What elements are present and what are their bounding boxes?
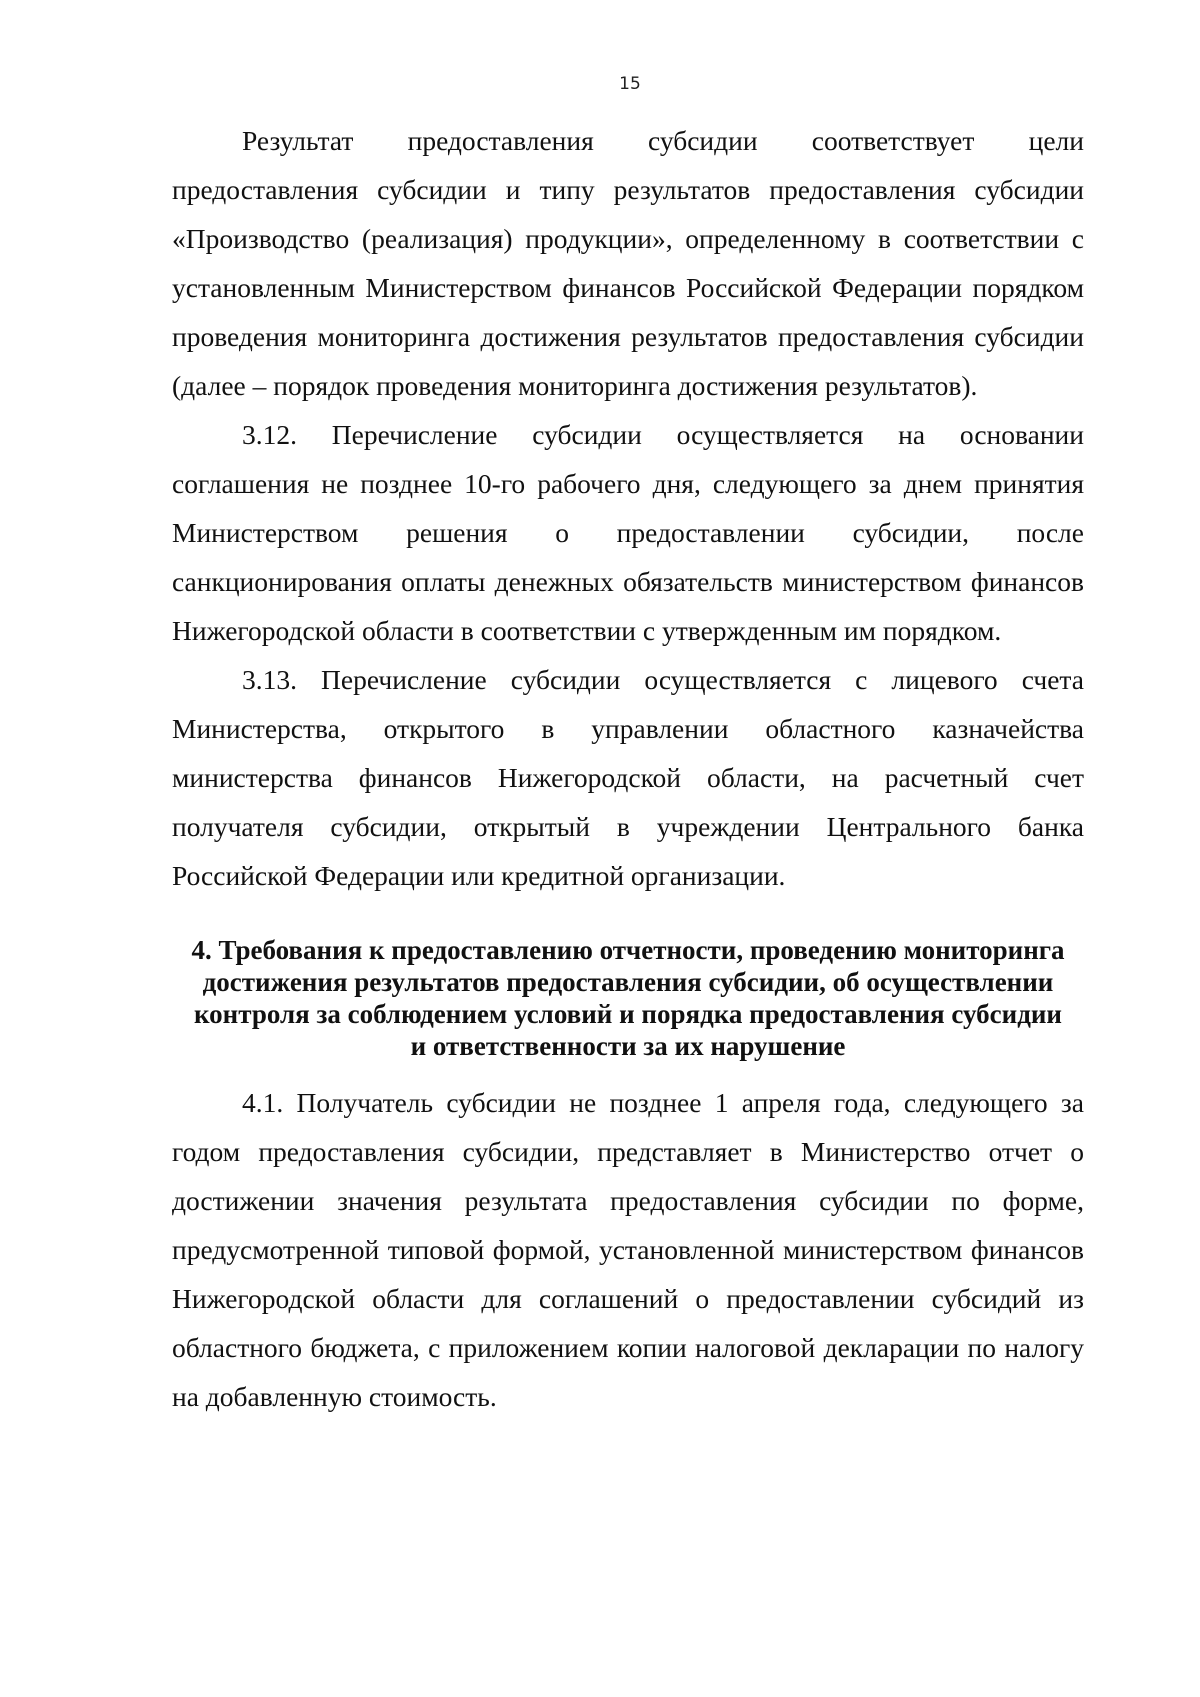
paragraph-result: Результат предоставления субсидии соответствует цели предоставления субсидии и типу результатов предоставления субсидии «Производство (реализация) продукции», определенному в соответствии с установленным Министерством финансов Российской Федерации порядком проведения мониторинга достижения результатов предоставления субсидии (далее – порядок проведения мониторинга достижения результатов). bbox=[172, 125, 1084, 401]
page-number: 15 bbox=[619, 74, 641, 94]
paragraph-4-1: 4.1. Получатель субсидии не позднее 1 апреля года, следующего за годом предоставления субсидии, представляет в Министерство отчет о достижении значения результата предоставления субсидии по форме, предусмотренной типовой формой, установленной министерством финансов Нижегородской области для соглашений о предоставлении субсидий из областного бюджета, с приложением копии налоговой декларации по налогу на добавленную стоимость. bbox=[172, 1087, 1084, 1412]
section-heading: 4. Требования к предоставлению отчетности, проведению мониторинга достижения результатов предоставления субсидии, об осуществлении контроля за соблюдением условий и порядка предоставления субсидии и ответственности за их нарушение bbox=[191, 935, 1065, 1061]
paragraph-3-12: 3.12. Перечисление субсидии осуществляется на основании соглашения не позднее 10-го рабочего дня, следующего за днем принятия Министерством решения о предоставлении субсидии, после санкционирования оплаты денежных обязательств министерством финансов Нижегородской области в соответствии с утвержденным им порядком. bbox=[172, 419, 1084, 646]
paragraph-3-13: 3.13. Перечисление субсидии осуществляется с лицевого счета Министерства, открытого в управлении областного казначейства министерства финансов Нижегородской области, на расчетный счет получателя субсидии, открытый в учреждении Центрального банка Российской Федерации или кредитной организации. bbox=[172, 664, 1084, 891]
document-body bbox=[172, 116, 1084, 1421]
